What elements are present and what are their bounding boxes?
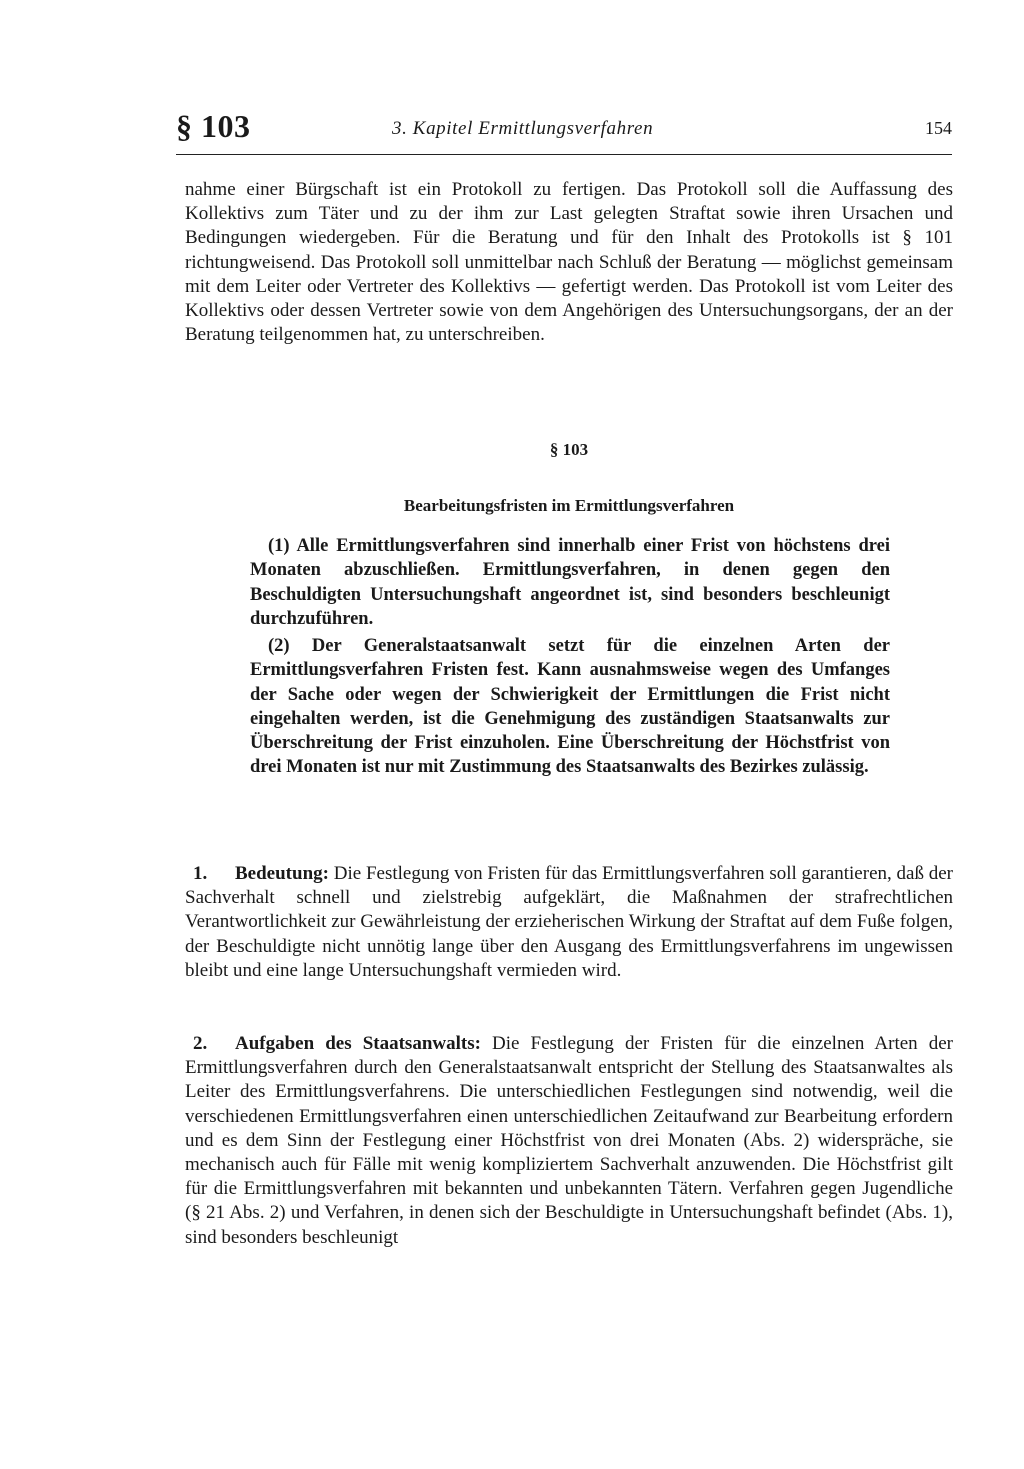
commentary-item-2	[185, 1032, 953, 1250]
law-paragraph-1: (1) Alle Ermittlungsverfahren sind innerhalb einer Frist von höchstens drei Monaten abzuschließen. Ermittlungsverfahren, in denen gegen den Beschuldigten Untersuchungshaft angeordnet ist, sind besonders beschleunigt durchzuführen.	[250, 536, 890, 629]
header-section-number: § 103	[176, 108, 251, 144]
commentary-text: Die Festlegung von Fristen für das Ermittlungsverfahren soll garantieren, daß der Sachverhalt schnell und zielstrebig aufgeklärt, die Maßnahmen der strafrechtlichen Verantwortlichkeit zur Gewährleistung der erzieherischen Wirkung der Straftat auf dem Fuße folgen, der Beschuldigte nicht unnötig lange über den Ausgang des Ermittlungsverfahrens im ungewissen bleibt und eine lange Untersuchungshaft vermieden wird.	[185, 863, 954, 981]
section-title: Bearbeitungsfristen im Ermittlungsverfahren	[403, 496, 735, 515]
law-paragraph-2: (2) Der Generalstaatsanwalt setzt für die einzelnen Arten der Ermittlungsverfahren Fristen fest. Kann ausnahmsweise wegen des Umfanges der Sache oder wegen der Schwierigkeit der Ermittlungen die Frist nicht eingehalten werden, ist die Genehmigung des zuständigen Staatsanwalts zur Überschreitung der Frist einzuholen. Eine Überschreitung der Höchstfrist von drei Monaten ist nur mit Zustimmung des Staatsanwalts des Bezirkes zulässig.	[250, 636, 890, 778]
commentary-text: Die Festlegung der Fristen für die einzelnen Arten der Ermittlungsverfahren durch den Generalstaatsanwalt entspricht der Stellung des Staatsanwaltes als Leiter des Ermittlungsverfahrens. Die unterschiedlichen Festlegungen sind notwendig, weil die verschiedenen Ermittlungsverfahren einen unterschiedlichen Zeitaufwand zur Bearbeitung erfordern und es dem Sinn der Festlegung einer Höchstfrist von drei Monaten (Abs. 2) widerspräche, sie mechanisch auch für Fälle mit wenig kompliziertem Sachverhalt anzuwenden. Die Höchstfrist gilt für die Ermittlungsverfahren mit bekannten und unbekannten Tätern. Verfahren gegen Jugendliche (§ 21 Abs. 2) und Verfahren, in denen sich der Beschuldigte in Untersuchungshaft befindet (Abs. 1), sind besonders beschleunigt	[185, 1033, 953, 1248]
commentary-label: Aufgaben des Staatsanwalts:	[235, 1033, 481, 1054]
commentary-number: 1.	[193, 863, 208, 884]
section-number-heading: § 103	[549, 440, 589, 459]
continuation-paragraph: nahme einer Bürgschaft ist ein Protokoll zu fertigen. Das Protokoll soll die Auffassung des Kollektivs zum Täter und zu der ihm zur Last gelegten Straftat sowie ihren Ursachen und Bedingungen wiedergeben. Für die Beratung und für den Inhalt des Protokolls ist § 101 richtungweisend. Das Protokoll soll unmittelbar nach Schluß der Beratung — möglichst gemeinsam mit dem Leiter oder Vertreter des Kollektivs — gefertigt werden. Das Protokoll ist vom Leiter des Kollektivs oder dessen Vertreter sowie von dem Angehörigen des Untersuchungsorgans, der an der Beratung teilgenommen hat, zu unterschreiben.	[185, 179, 953, 346]
commentary-item-1	[185, 862, 953, 983]
header-chapter-title: 3. Kapitel Ermittlungsverfahren	[392, 118, 654, 139]
commentary-label: Bedeutung:	[235, 863, 329, 884]
page-number: 154	[925, 118, 952, 138]
running-header	[176, 108, 952, 155]
commentary-number: 2.	[193, 1033, 208, 1054]
